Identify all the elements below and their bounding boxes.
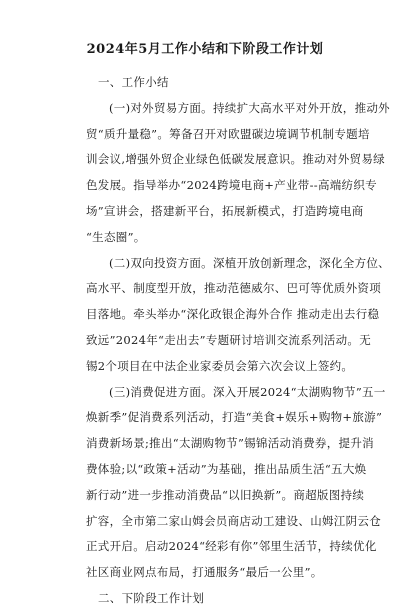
paragraph-line: 锡2个项目在中法企业家委员会第六次会议上签约。	[86, 358, 354, 373]
section-heading-1: 一、工作小结	[98, 75, 169, 89]
paragraph-line: 消费新场景;推出“太湖购物节”锡锦活动消费券，提升消	[86, 436, 374, 451]
paragraph-line: 目落地。牵头举办“深化政银企海外合作 推动走出去行稳	[86, 307, 380, 322]
document-body	[86, 70, 390, 612]
paragraph-line: 色发展。指导举办“2024跨境电商+产业带--高端纺织专	[86, 178, 377, 193]
paragraph-line: 场”宣讲会，搭建新平台，拓展新模式，打造跨境电商	[86, 203, 364, 218]
paragraph-line: 贸“质升量稳”。筹备召开对欧盟碳边境调节机制专题培	[86, 126, 370, 141]
paragraph-line: 正式开启。启动2024“经彩有你”邻里生活节，持续优化	[86, 539, 377, 554]
paragraph-line: (三)消费促进方面。深入开展2024“太湖购物节”五一	[109, 384, 386, 399]
paragraph-line: 新行动”进一步推动消费品“以旧换新”。商超版图持续	[86, 487, 365, 502]
paragraph-line: 焕新季”促消费系列活动，打造“美食+娱乐+购物+旅游”	[86, 410, 383, 425]
paragraph-line: 社区商业网点布局，打通服务“最后一公里”。	[86, 565, 323, 580]
paragraph-line: (二)双向投资方面。深植开放创新理念，深化全方位、	[109, 255, 390, 270]
paragraph-line: “生态圈”。	[86, 229, 146, 244]
paragraph-line: (一)对外贸易方面。持续扩大高水平对外开放，推动外	[109, 100, 390, 115]
paragraph-line: 致远”2024年“走出去”专题研讨培训交流系列活动。无	[86, 332, 372, 347]
document-title: 2024年5月工作小结和下阶段工作计划	[86, 42, 324, 57]
paragraph-line: 高水平、制度型开放，推动范德威尔、巴可等优质外资项	[86, 281, 381, 296]
paragraph-line: 扩容，全市第二家山姆会员商店动工建设、山姆江阴云仓	[86, 513, 381, 528]
section-heading-2: 二、下阶段工作计划	[98, 590, 205, 605]
paragraph-line: 训会议,增强外贸企业绿色低碳发展意识。推动对外贸易绿	[86, 152, 385, 167]
paragraph-line: 费体验;以“政策+活动”为基础，推出品质生活“五大焕	[86, 461, 367, 476]
